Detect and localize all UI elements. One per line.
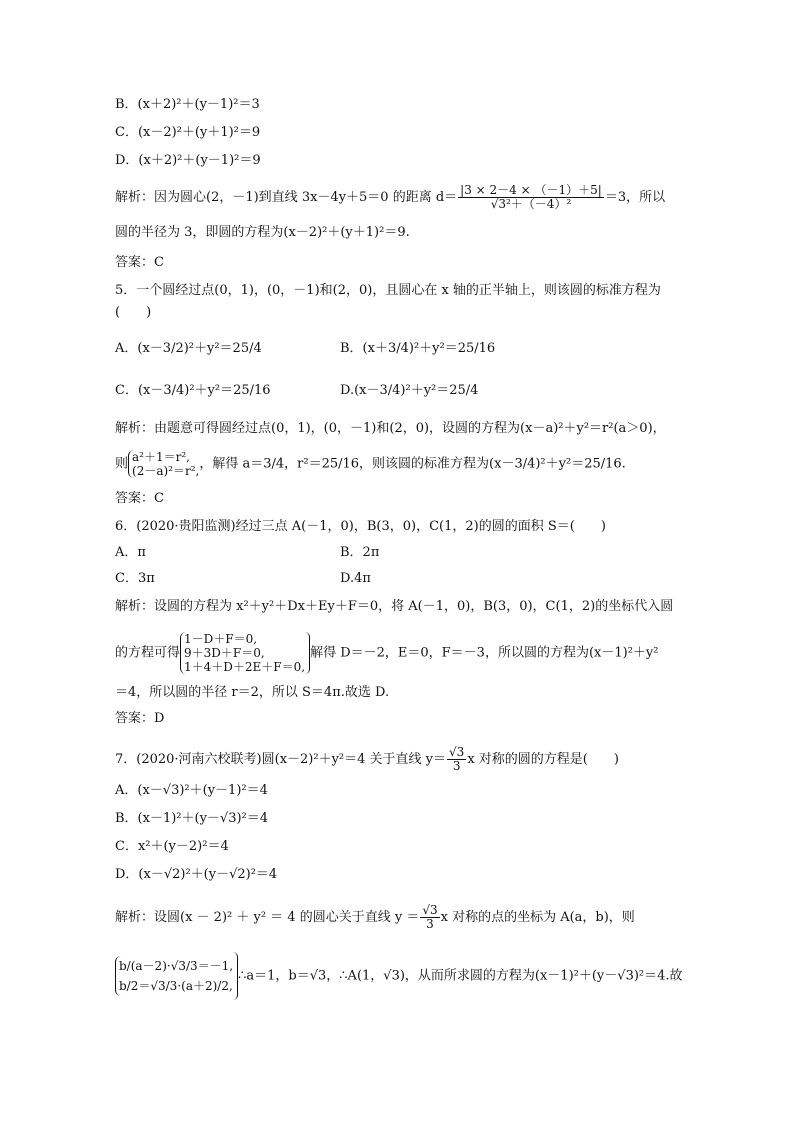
q6-option-d: D.4π [340, 571, 371, 586]
q6-answer: 答案：D [115, 711, 165, 726]
q4-option-b: B．(x＋2)²＋(y－1)²＝3 [115, 97, 260, 112]
distance-fraction: $\frac{|3 \times 2-4 \times (-1)+5|}{\text{√3²＋（－4）²}}$ [460, 183, 602, 211]
q6-stem: 6．(2020·贵阳监测)经过三点 A(－1，0)，B(3，0)，C(1，2)的圆的面积 S＝( ) [115, 519, 606, 534]
q6-option-b: B．2π [340, 545, 380, 560]
q6-solution-line2: 的方程可得 1－D＋F＝0, 9＋3D＋F＝0, 1＋4＋D＋2E＋F＝0, 解得 D＝－2，E＝0，F＝－3，所以圆的方程为(x－1)²＋y² [115, 632, 659, 674]
q5-option-a: A．(x－3/2)²＋y²＝25/4 [115, 341, 262, 356]
q7-option-b: B．(x－1)²＋(y－√3)²＝4 [115, 811, 269, 826]
equation-system: 1－D＋F＝0, 9＋3D＋F＝0, 1＋4＋D＋2E＋F＝0, [180, 632, 305, 674]
q7-stem: 7．(2020·河南六校联考)圆(x－2)²＋y²＝4 关于直线 y＝ $\frac{√3}{3}$ x 对称的圆的方程是( ) [115, 745, 619, 773]
q5-option-d: D.(x－3/4)²＋y²＝25/4 [340, 383, 479, 398]
q7-option-a: A．(x－√3)²＋(y－1)²＝4 [115, 783, 268, 798]
equation-system: b/(a－2)·√3/3＝－1, b/2＝√3/3·(a＋2)/2, [115, 956, 233, 996]
q6-solution-line1: 解析：设圆的方程为 x²＋y²＋Dx＋Ey＋F＝0，将 A(－1，0)，B(3，0)，C(1，2)的坐标代入圆 [115, 599, 674, 614]
q6-option-a: A．π [115, 545, 146, 560]
q4-answer: 答案：C [115, 255, 164, 270]
q6-solution-line3: ＝4，所以圆的半径 r＝2，所以 S＝4π.故选 D. [115, 685, 390, 700]
sqrt3-over-3-fraction: $\frac{√3}{3}$ [449, 745, 465, 773]
q7-solution-line1: 解析：设圆(x － 2)² ＋ y² ＝ 4 的圆心关于直线 y ＝ $\frac{√3}{3}$ x 对称的点的坐标为 A(a，b)，则 [115, 903, 635, 931]
q4-option-c: C．(x－2)²＋(y＋1)²＝9 [115, 125, 261, 140]
q4-solution-line1: 解析：因为圆心(2，－1)到直线 3x－4y＋5＝0 的距离 d＝ $\frac{|3 \times 2-4 \times (-1)+5|}{\text{√3²＋（－4）²}}$ ＝3，所以 [115, 183, 666, 211]
q5-option-b: B．(x＋3/4)²＋y²＝25/16 [340, 341, 496, 356]
equation-system: a²＋1＝r², (2－a)²＝r², [128, 450, 199, 478]
q5-solution-line2: 则 a²＋1＝r², (2－a)²＝r², ，解得 a＝3/4，r²＝25/16，则该圆的标准方程为(x－3/4)²＋y²＝25/16. [115, 450, 626, 478]
q5-option-c: C．(x－3/4)²＋y²＝25/16 [115, 383, 271, 398]
q5-stem-paren: ( ) [115, 305, 152, 320]
q5-answer: 答案：C [115, 491, 164, 506]
q5-solution-line1: 解析：由题意可得圆经过点(0，1)，(0，－1)和(2，0)，设圆的方程为(x－a)²＋y²＝r²(a＞0)， [115, 421, 666, 436]
q4-solution-line2: 圆的半径为 3，即圆的方程为(x－2)²＋(y＋1)²＝9. [115, 225, 410, 240]
q7-option-d: D．(x－√2)²＋(y－√2)²＝4 [115, 867, 278, 882]
q6-option-c: C．3π [115, 571, 155, 586]
q5-stem: 5．一个圆经过点(0，1)，(0，－1)和(2，0)，且圆心在 x 轴的正半轴上，则该圆的标准方程为 [115, 283, 661, 298]
sqrt3-over-3-fraction: $\frac{√3}{3}$ [422, 903, 438, 931]
q7-solution-line2: b/(a－2)·√3/3＝－1, b/2＝√3/3·(a＋2)/2, ∴a＝1，b＝√3，∴A(1，√3)，从而所求圆的方程为(x－1)²＋(y－√3)²＝4.故 [115, 952, 683, 1000]
q7-option-c: C．x²＋(y－2)²＝4 [115, 839, 229, 854]
q4-option-d: D．(x＋2)²＋(y－1)²＝9 [115, 153, 261, 168]
